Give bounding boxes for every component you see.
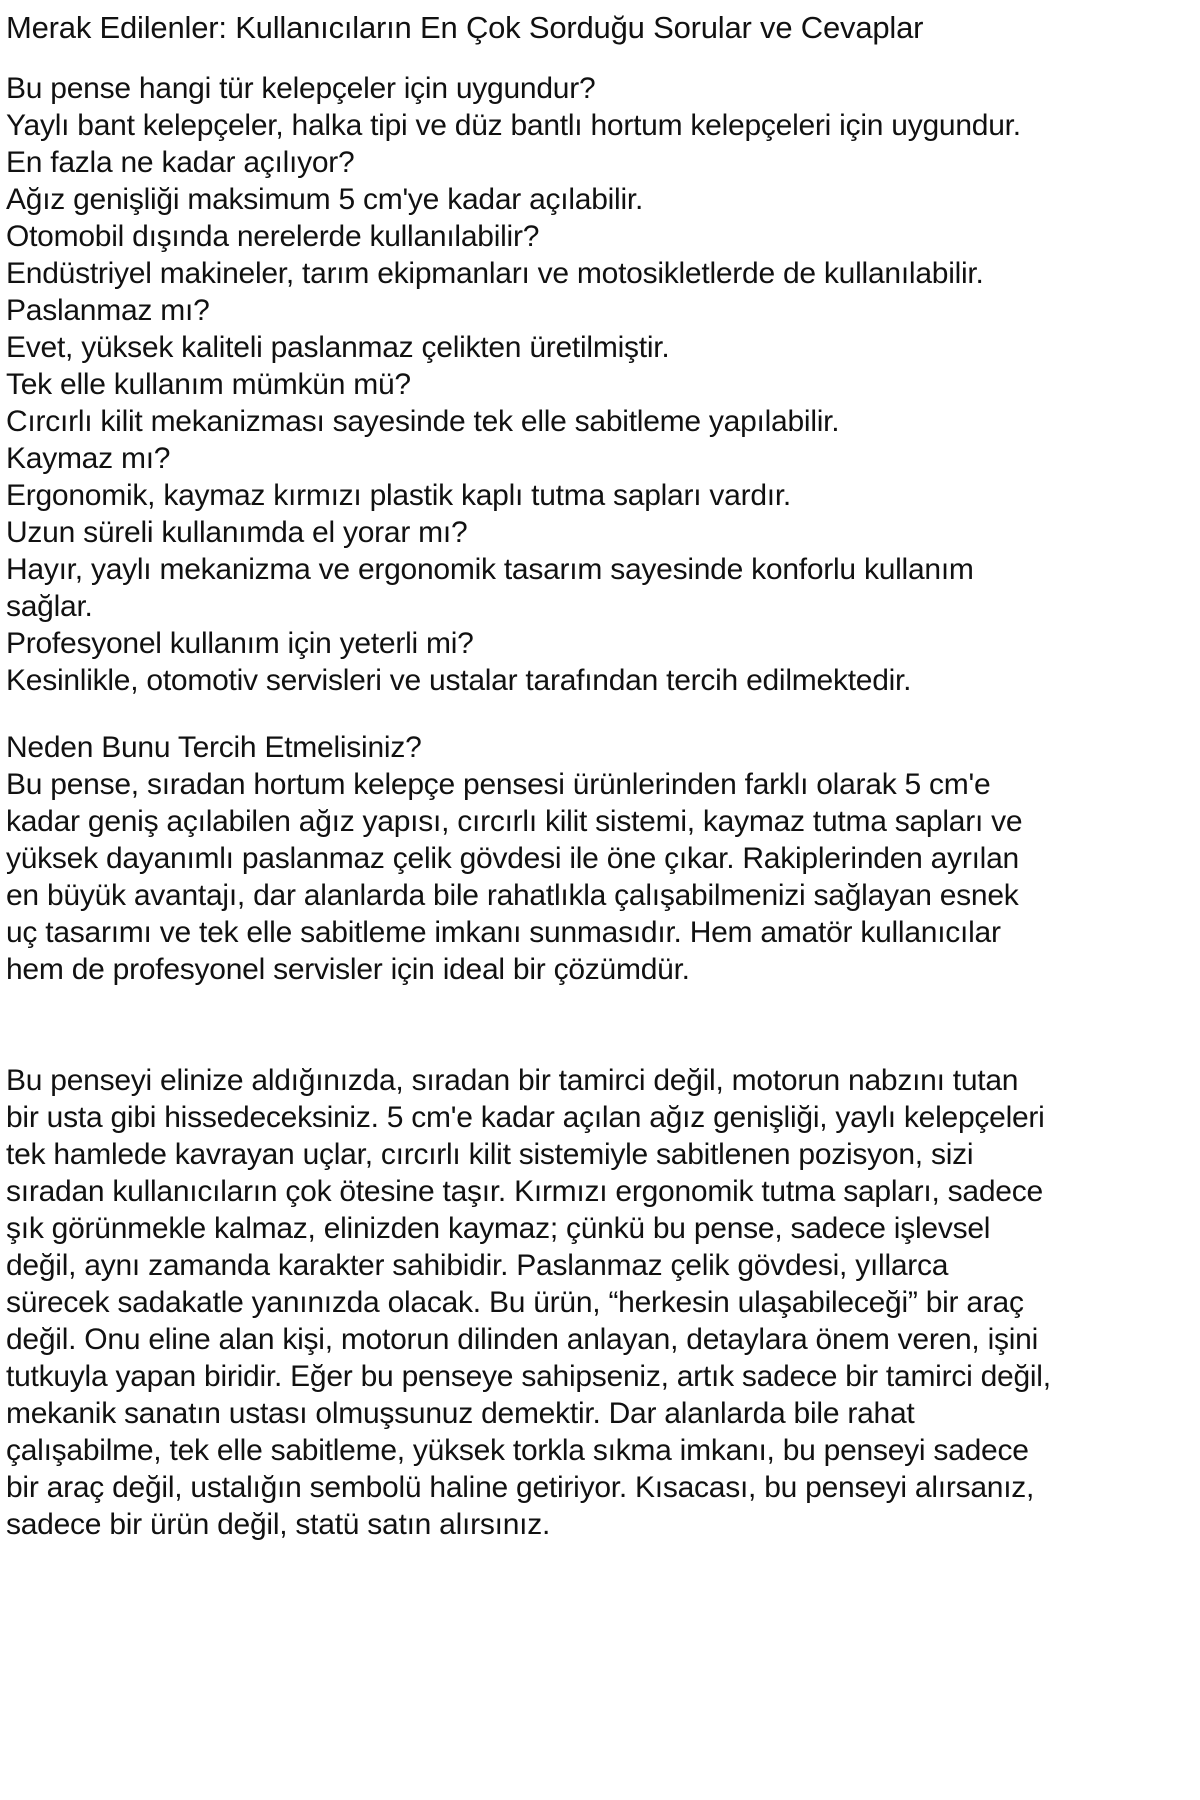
faq-answer: Ergonomik, kaymaz kırmızı plastik kaplı tutma sapları vardır. — [6, 479, 792, 512]
faq-answer: Hayır, yaylı mekanizma ve ergonomik tasarım sayesinde konforlu kullanım sağlar. — [6, 553, 974, 623]
faq-question: Kaymaz mı? — [6, 442, 171, 475]
faq-question: En fazla ne kadar açılıyor? — [6, 146, 355, 179]
page-title: Merak Edilenler: Kullanıcıların En Çok Sorduğu Sorular ve Cevaplar — [6, 10, 924, 45]
faq-question: Tek elle kullanım mümkün mü? — [6, 368, 411, 401]
faq-answer: Cırcırlı kilit mekanizması sayesinde tek elle sabitleme yapılabilir. — [6, 405, 840, 438]
faq-answer: Evet, yüksek kaliteli paslanmaz çelikten üretilmiştir. — [6, 331, 670, 364]
faq-question: Bu pense hangi tür kelepçeler için uygundur? — [6, 72, 596, 105]
faq-question: Uzun süreli kullanımda el yorar mı? — [6, 516, 468, 549]
paragraph-spacer — [6, 988, 1186, 1062]
why-choose-paragraph: Bu pense, sıradan hortum kelepçe pensesi ürünlerinden farklı olarak 5 cm'e kadar geniş açılabilen ağız yapısı, cırcırlı kilit sistemi, kaymaz tutma sapları ve yüksek dayanımlı paslanmaz çelik gövdesi ile öne çıkar. Rakiplerinden ayrılan en büyük avantajı, dar alanlarda bile rahatlıkla çalışabilmenizi sağlayan esnek uç tasarımı ve tek elle sabitleme imkanı sunmasıdır. Hem amatör kullanıcılar hem de profesyonel servisler için ideal bir çözümdür. — [6, 768, 1023, 986]
why-choose-heading: Neden Bunu Tercih Etmelisiniz? — [6, 731, 422, 764]
faq-answer: Ağız genişliği maksimum 5 cm'ye kadar açılabilir. — [6, 183, 644, 216]
faq-answer: Yaylı bant kelepçeler, halka tipi ve düz bantlı hortum kelepçeleri için uygundur. — [6, 109, 1021, 142]
faq-question: Paslanmaz mı? — [6, 294, 210, 327]
faq-answer: Kesinlikle, otomotiv servisleri ve ustalar tarafından tercih edilmektedir. — [6, 664, 912, 697]
section-spacer — [6, 699, 1186, 729]
faq-list — [6, 70, 1186, 699]
faq-question: Profesyonel kullanım için yeterli mi? — [6, 627, 474, 660]
faq-answer: Endüstriyel makineler, tarım ekipmanları ve motosikletlerde de kullanılabilir. — [6, 257, 984, 290]
faq-question: Otomobil dışında nerelerde kullanılabilir? — [6, 220, 540, 253]
closing-paragraph: Bu penseyi elinize aldığınızda, sıradan bir tamirci değil, motorun nabzını tutan bir usta gibi hissedeceksiniz. 5 cm'e kadar açılan ağız genişliği, yaylı kelepçeleri tek hamlede kavrayan uçlar, cırcırlı kilit sistemiyle sabitlenen pozisyon, sizi sıradan kullanıcıların çok ötesine taşır. Kırmızı ergonomik tutma sapları, sadece şık görünmekle kalmaz, elinizden kaymaz; çünkü bu pense, sadece işlevsel değil, aynı zamanda karakter sahibidir. Paslanmaz çelik gövdesi, yıllarca sürecek sadakatle yanınızda olacak. Bu ürün, “herkesin ulaşabileceği” bir araç değil. Onu eline alan kişi, motorun dilinden anlayan, detaylara önem veren, işini tutkuyla yapan biridir. Eğer bu penseye sahipseniz, artık sadece bir tamirci değil, mekanik sanatın ustası olmuşsunuz demektir. Dar alanlarda bile rahat çalışabilme, tek elle sabitleme, yüksek torkla sıkma imkanı, bu penseyi sadece bir araç değil, ustalığın sembolü haline getiriyor. Kısacası, bu penseyi alırsanız, sadece bir ürün değil, statü satın alırsınız. — [6, 1064, 1051, 1541]
